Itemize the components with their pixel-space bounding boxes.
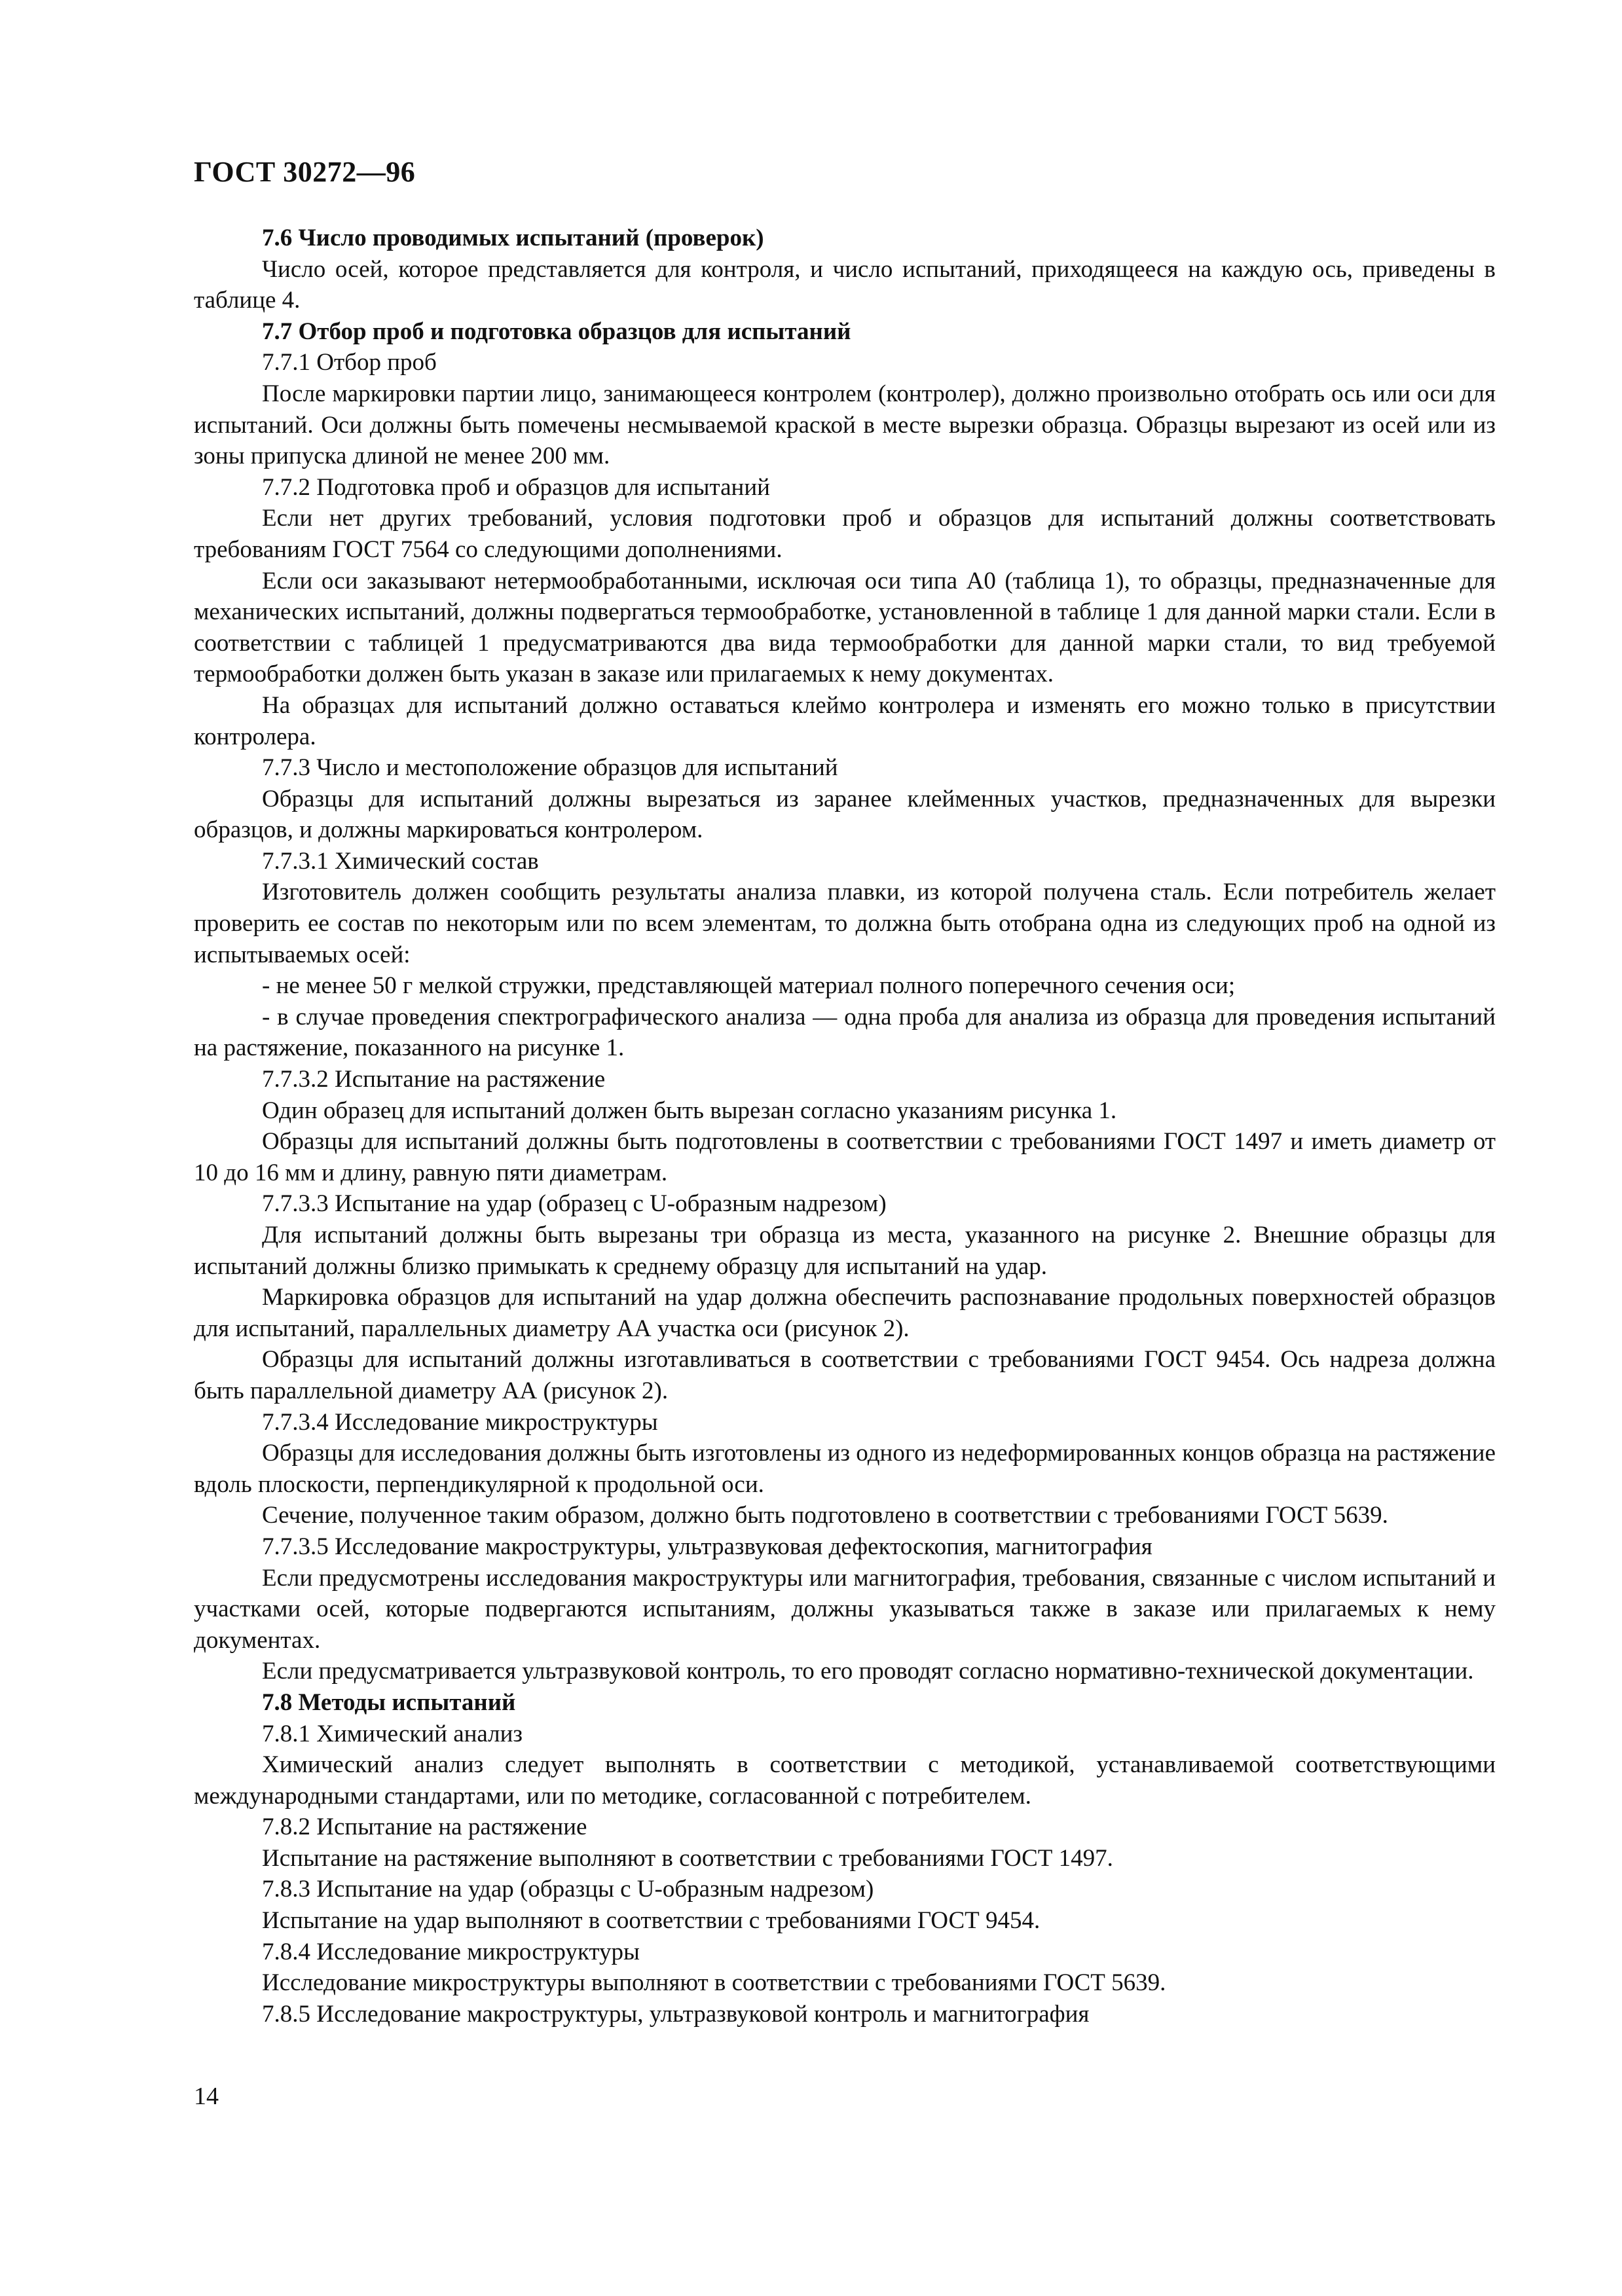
paragraph: Образцы для исследования должны быть изготовлены из одного из недеформированных концов образца на растяжение вдоль плоскости, перпендикулярной к продольной оси.: [194, 1440, 1496, 1498]
paragraph: После маркировки партии лицо, занимающееся контролем (контролер), должно произвольно отобрать ось или оси для испытаний. Оси должны быть помечены несмываемой краской в месте вырезки образца. Образцы вырезают из осей или из зоны припуска длиной не менее 200 мм.: [194, 380, 1496, 470]
paragraph: Изготовитель должен сообщить результаты анализа плавки, из которой получена сталь. Если потребитель желает проверить ее состав по некоторым или по всем элементам, то должна быть отобрана одна из следующих проб на одной из испытываемых осей:: [194, 879, 1496, 968]
paragraph: Если предусмотрены исследования макроструктуры или магнитография, требования, связанные с числом испытаний и участками осей, которые подвергаются испытаниям, должны указываться также в заказе или прилагаемых к нему документах.: [194, 1564, 1496, 1654]
subsection-title: 7.8.5 Исследование макроструктуры, ультразвуковой контроль и магнитография: [262, 2000, 1090, 2028]
page-number: 14: [194, 2083, 219, 2110]
paragraph: Сечение, полученное таким образом, должно быть подготовлено в соответствии с требованиями ГОСТ 5639.: [262, 1502, 1388, 1529]
subsection-title: 7.7.3.2 Испытание на растяжение: [262, 1066, 606, 1093]
paragraph: На образцах для испытаний должно оставаться клеймо контролера и изменять его можно только в присутствии контролера.: [194, 691, 1496, 750]
subsection-title: 7.7.3.5 Исследование макроструктуры, ультразвуковая дефектоскопия, магнитография: [262, 1533, 1152, 1560]
paragraph: Один образец для испытаний должен быть вырезан согласно указаниям рисунка 1.: [262, 1097, 1117, 1124]
list-item: - не менее 50 г мелкой стружки, представляющей материал полного поперечного сечения оси;: [262, 972, 1236, 1000]
paragraph: Химический анализ следует выполнять в соответствии с методикой, устанавливаемой соответствующими международными стандартами, или по методике, согласованной с потребителем.: [194, 1751, 1496, 1810]
paragraph: Число осей, которое представляется для контроля, и число испытаний, приходящееся на каждую ось, приведены в таблице 4.: [194, 255, 1496, 314]
paragraph: Образцы для испытаний должны изготавливаться в соответствии с требованиями ГОСТ 9454. Ось надреза должна быть параллельной диаметру АА (рисунок 2).: [194, 1346, 1496, 1404]
document-body: [194, 223, 1496, 2030]
paragraph: Испытание на растяжение выполняют в соответствии с требованиями ГОСТ 1497.: [262, 1844, 1113, 1872]
subsection-title: 7.7.3 Число и местоположение образцов для испытаний: [262, 754, 838, 782]
subsection-title: 7.8.4 Исследование микроструктуры: [262, 1938, 640, 1965]
subsection-title: 7.8.3 Испытание на удар (образцы с U-образным надрезом): [262, 1876, 874, 1903]
paragraph: Маркировка образцов для испытаний на удар должна обеспечить распознавание продольных поверхностей образцов для испытаний, параллельных диаметру АА участка оси (рисунок 2).: [194, 1284, 1496, 1342]
paragraph: Испытание на удар выполняют в соответствии с требованиями ГОСТ 9454.: [262, 1907, 1041, 1935]
document-header: ГОСТ 30272—96: [194, 156, 416, 188]
subsection-title: 7.7.1 Отбор проб: [262, 349, 437, 376]
subsection-title: 7.7.3.1 Химический состав: [262, 847, 539, 875]
paragraph: Если предусматривается ультразвуковой контроль, то его проводят согласно нормативно-технической документации.: [262, 1658, 1474, 1685]
subsection-title: 7.7.2 Подготовка проб и образцов для испытаний: [262, 473, 770, 501]
list-item: - в случае проведения спектрографического анализа — одна проба для анализа из образца для проведения испытаний на растяжение, показанного на рисунке 1.: [194, 1003, 1496, 1062]
paragraph: Для испытаний должны быть вырезаны три образца из места, указанного на рисунке 2. Внешние образцы для испытаний должны близко примыкать к среднему образцу для испытаний на удар.: [194, 1222, 1496, 1280]
subsection-title: 7.8.1 Химический анализ: [262, 1720, 523, 1747]
paragraph: Если оси заказывают нетермообработанными, исключая оси типа А0 (таблица 1), то образцы, предназначенные для механических испытаний, должны подвергаться термообработке, установленной в таблице 1 для данной марки стали. Если в соответствии с таблицей 1 предусматриваются два вида термообработки для данной марки стали, то вид требуемой термообработки должен быть указан в заказе или прилагаемых к нему документах.: [194, 567, 1496, 688]
subsection-title: 7.7.3.4 Исследование микроструктуры: [262, 1408, 658, 1436]
subsection-title: 7.8.2 Испытание на растяжение: [262, 1813, 587, 1841]
paragraph: Образцы для испытаний должны вырезаться из заранее клейменных участков, предназначенных для вырезки образцов, и должны маркироваться контролером.: [194, 785, 1496, 844]
section-heading: 7.8 Методы испытаний: [262, 1688, 516, 1716]
section-heading: 7.6 Число проводимых испытаний (проверок): [262, 225, 764, 251]
paragraph: Образцы для испытаний должны быть подготовлены в соответствии с требованиями ГОСТ 1497 и иметь диаметр от 10 до 16 мм и длину, равную пяти диаметрам.: [194, 1128, 1496, 1186]
section-heading: 7.7 Отбор проб и подготовка образцов для испытаний: [262, 318, 851, 345]
paragraph: Исследование микроструктуры выполняют в соответствии с требованиями ГОСТ 5639.: [262, 1969, 1166, 1997]
subsection-title: 7.7.3.3 Испытание на удар (образец с U-образным надрезом): [262, 1190, 887, 1218]
paragraph: Если нет других требований, условия подготовки проб и образцов для испытаний должны соответствовать требованиям ГОСТ 7564 со следующими дополнениями.: [194, 505, 1496, 563]
